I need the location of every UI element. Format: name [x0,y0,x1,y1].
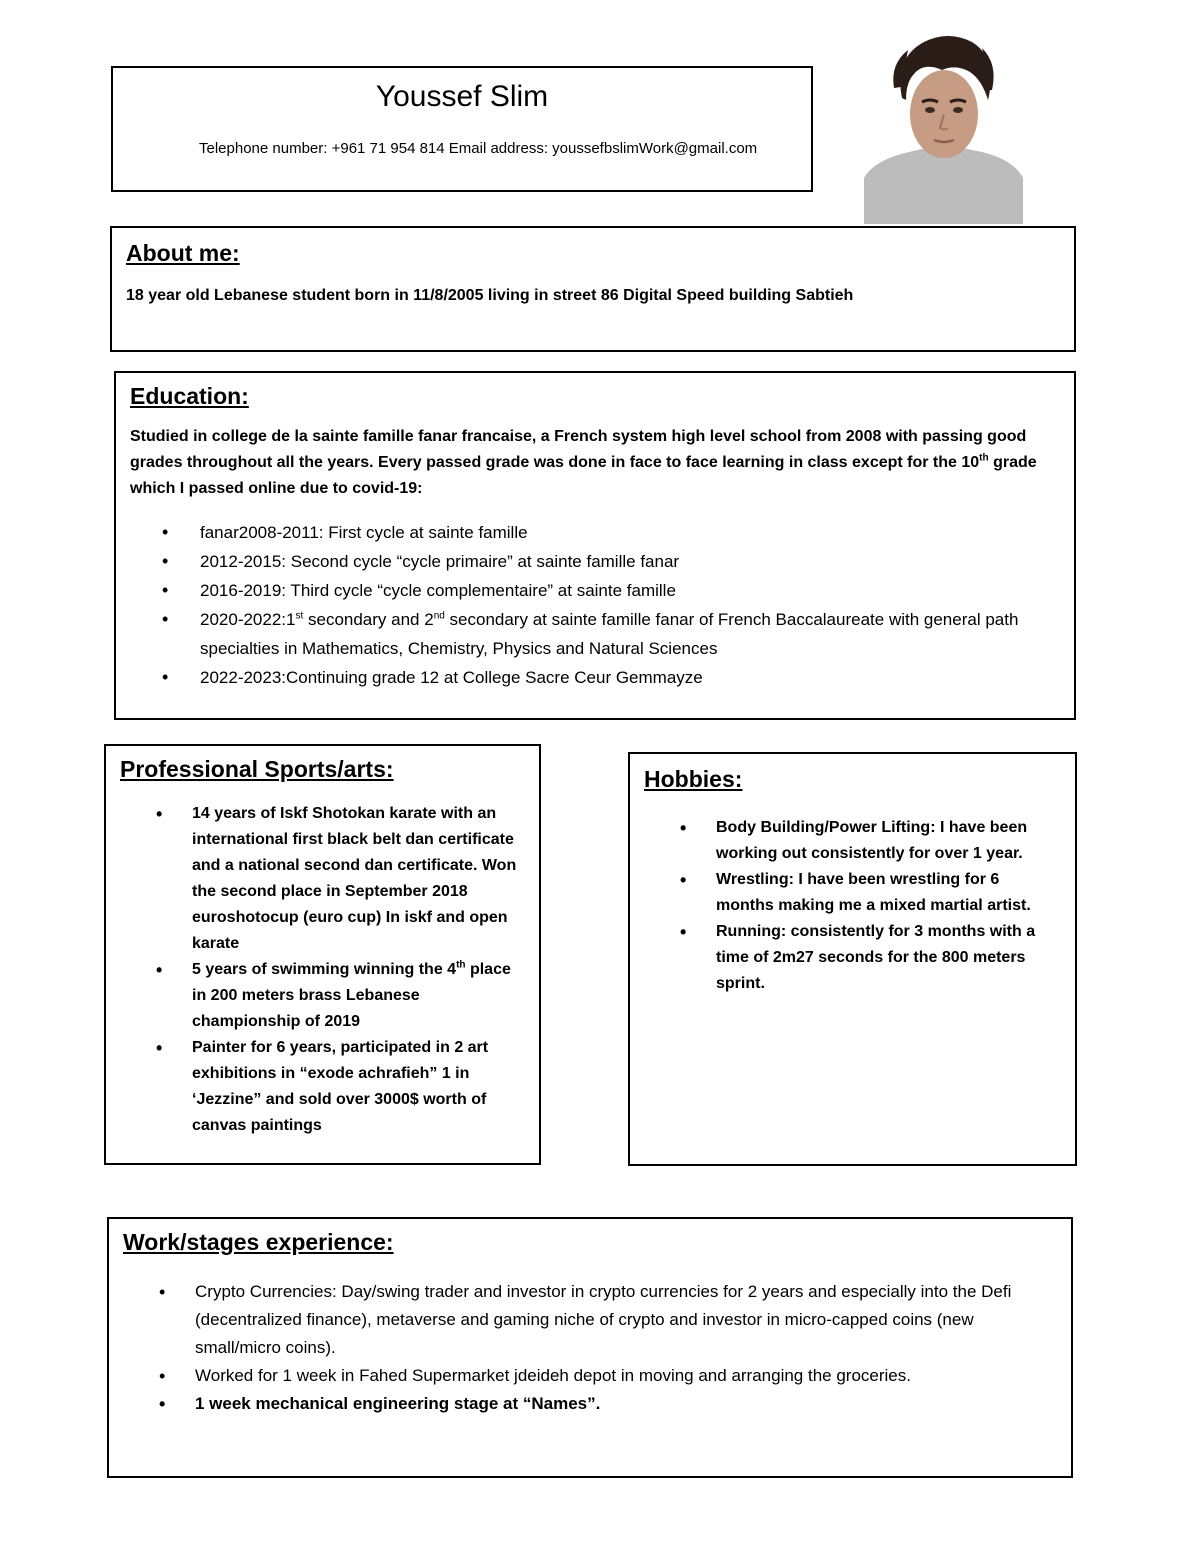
profile-photo [864,28,1023,224]
list-item: • 2012-2015: Second cycle “cycle primaire” at sainte famille fanar [130,547,1060,576]
hobbies-list [644,815,1061,997]
portrait-illustration [864,28,1023,224]
work-experience-heading: Work/stages experience: [123,1229,394,1255]
education-section [114,371,1076,720]
contact-info: Telephone number: +961 71 954 814 Email address: youssefbslimWork@gmail.com [199,140,758,157]
about-heading: About me: [126,240,240,266]
hobbies-section [628,752,1077,1166]
about-section [110,226,1076,352]
about-text: 18 year old Lebanese student born in 11/8/2005 living in street 86 Digital Speed building Sabtieh [126,287,854,304]
list-item: • 1 week mechanical engineering stage at “Names”. [123,1390,1057,1418]
work-experience-list [123,1278,1057,1418]
list-item: • 2016-2019: Third cycle “cycle complementaire” at sainte famille [130,576,1060,605]
education-intro: Studied in college de la sainte famille fanar francaise, a French system high level school from 2008 with passing good grades throughout all the years. Every passed grade was done in face to face learning in class except for the 10th grade which I passed online due to covid-19: [130,428,1037,497]
sports-arts-list [120,801,525,1139]
list-item: • 5 years of swimming winning the 4th place in 200 meters brass Lebanese championship of 2019 [120,957,525,1035]
list-item: • Crypto Currencies: Day/swing trader and investor in crypto currencies for 2 years and especially into the Defi (decentralized finance), metaverse and gaming niche of crypto and investor in micro-capped coins (new small/micro coins). [123,1278,1057,1362]
sports-arts-heading: Professional Sports/arts: [120,756,394,782]
list-item: • fanar2008-2011: First cycle at sainte famille [130,518,1060,547]
work-experience-section [107,1217,1073,1478]
list-item: • Wrestling: I have been wrestling for 6 months making me a mixed martial artist. [644,867,1061,919]
header-box [111,66,813,192]
list-item: • Body Building/Power Lifting: I have been working out consistently for over 1 year. [644,815,1061,867]
list-item: • 2022-2023:Continuing grade 12 at College Sacre Ceur Gemmayze [130,663,1060,692]
list-item: • Running: consistently for 3 months with a time of 2m27 seconds for the 800 meters sprint. [644,919,1061,997]
candidate-name: Youssef Slim [375,80,549,113]
list-item: • 14 years of Iskf Shotokan karate with an international first black belt dan certificate and a national second dan certificate. Won the second place in September 2018 euroshotocup (euro cup) In iskf and open karate [120,801,525,957]
education-list [130,518,1060,692]
list-item: • 2020-2022:1st secondary and 2nd secondary at sainte famille fanar of French Baccalaureate with general path specialties in Mathematics, Chemistry, Physics and Natural Sciences [130,605,1060,663]
list-item: • Worked for 1 week in Fahed Supermarket jdeideh depot in moving and arranging the groceries. [123,1362,1057,1390]
sports-arts-section [104,744,541,1165]
education-heading: Education: [130,383,249,409]
list-item: • Painter for 6 years, participated in 2 art exhibitions in “exode achrafieh” 1 in ‘Jezzine” and sold over 3000$ worth of canvas paintings [120,1035,525,1139]
hobbies-heading: Hobbies: [644,766,743,792]
